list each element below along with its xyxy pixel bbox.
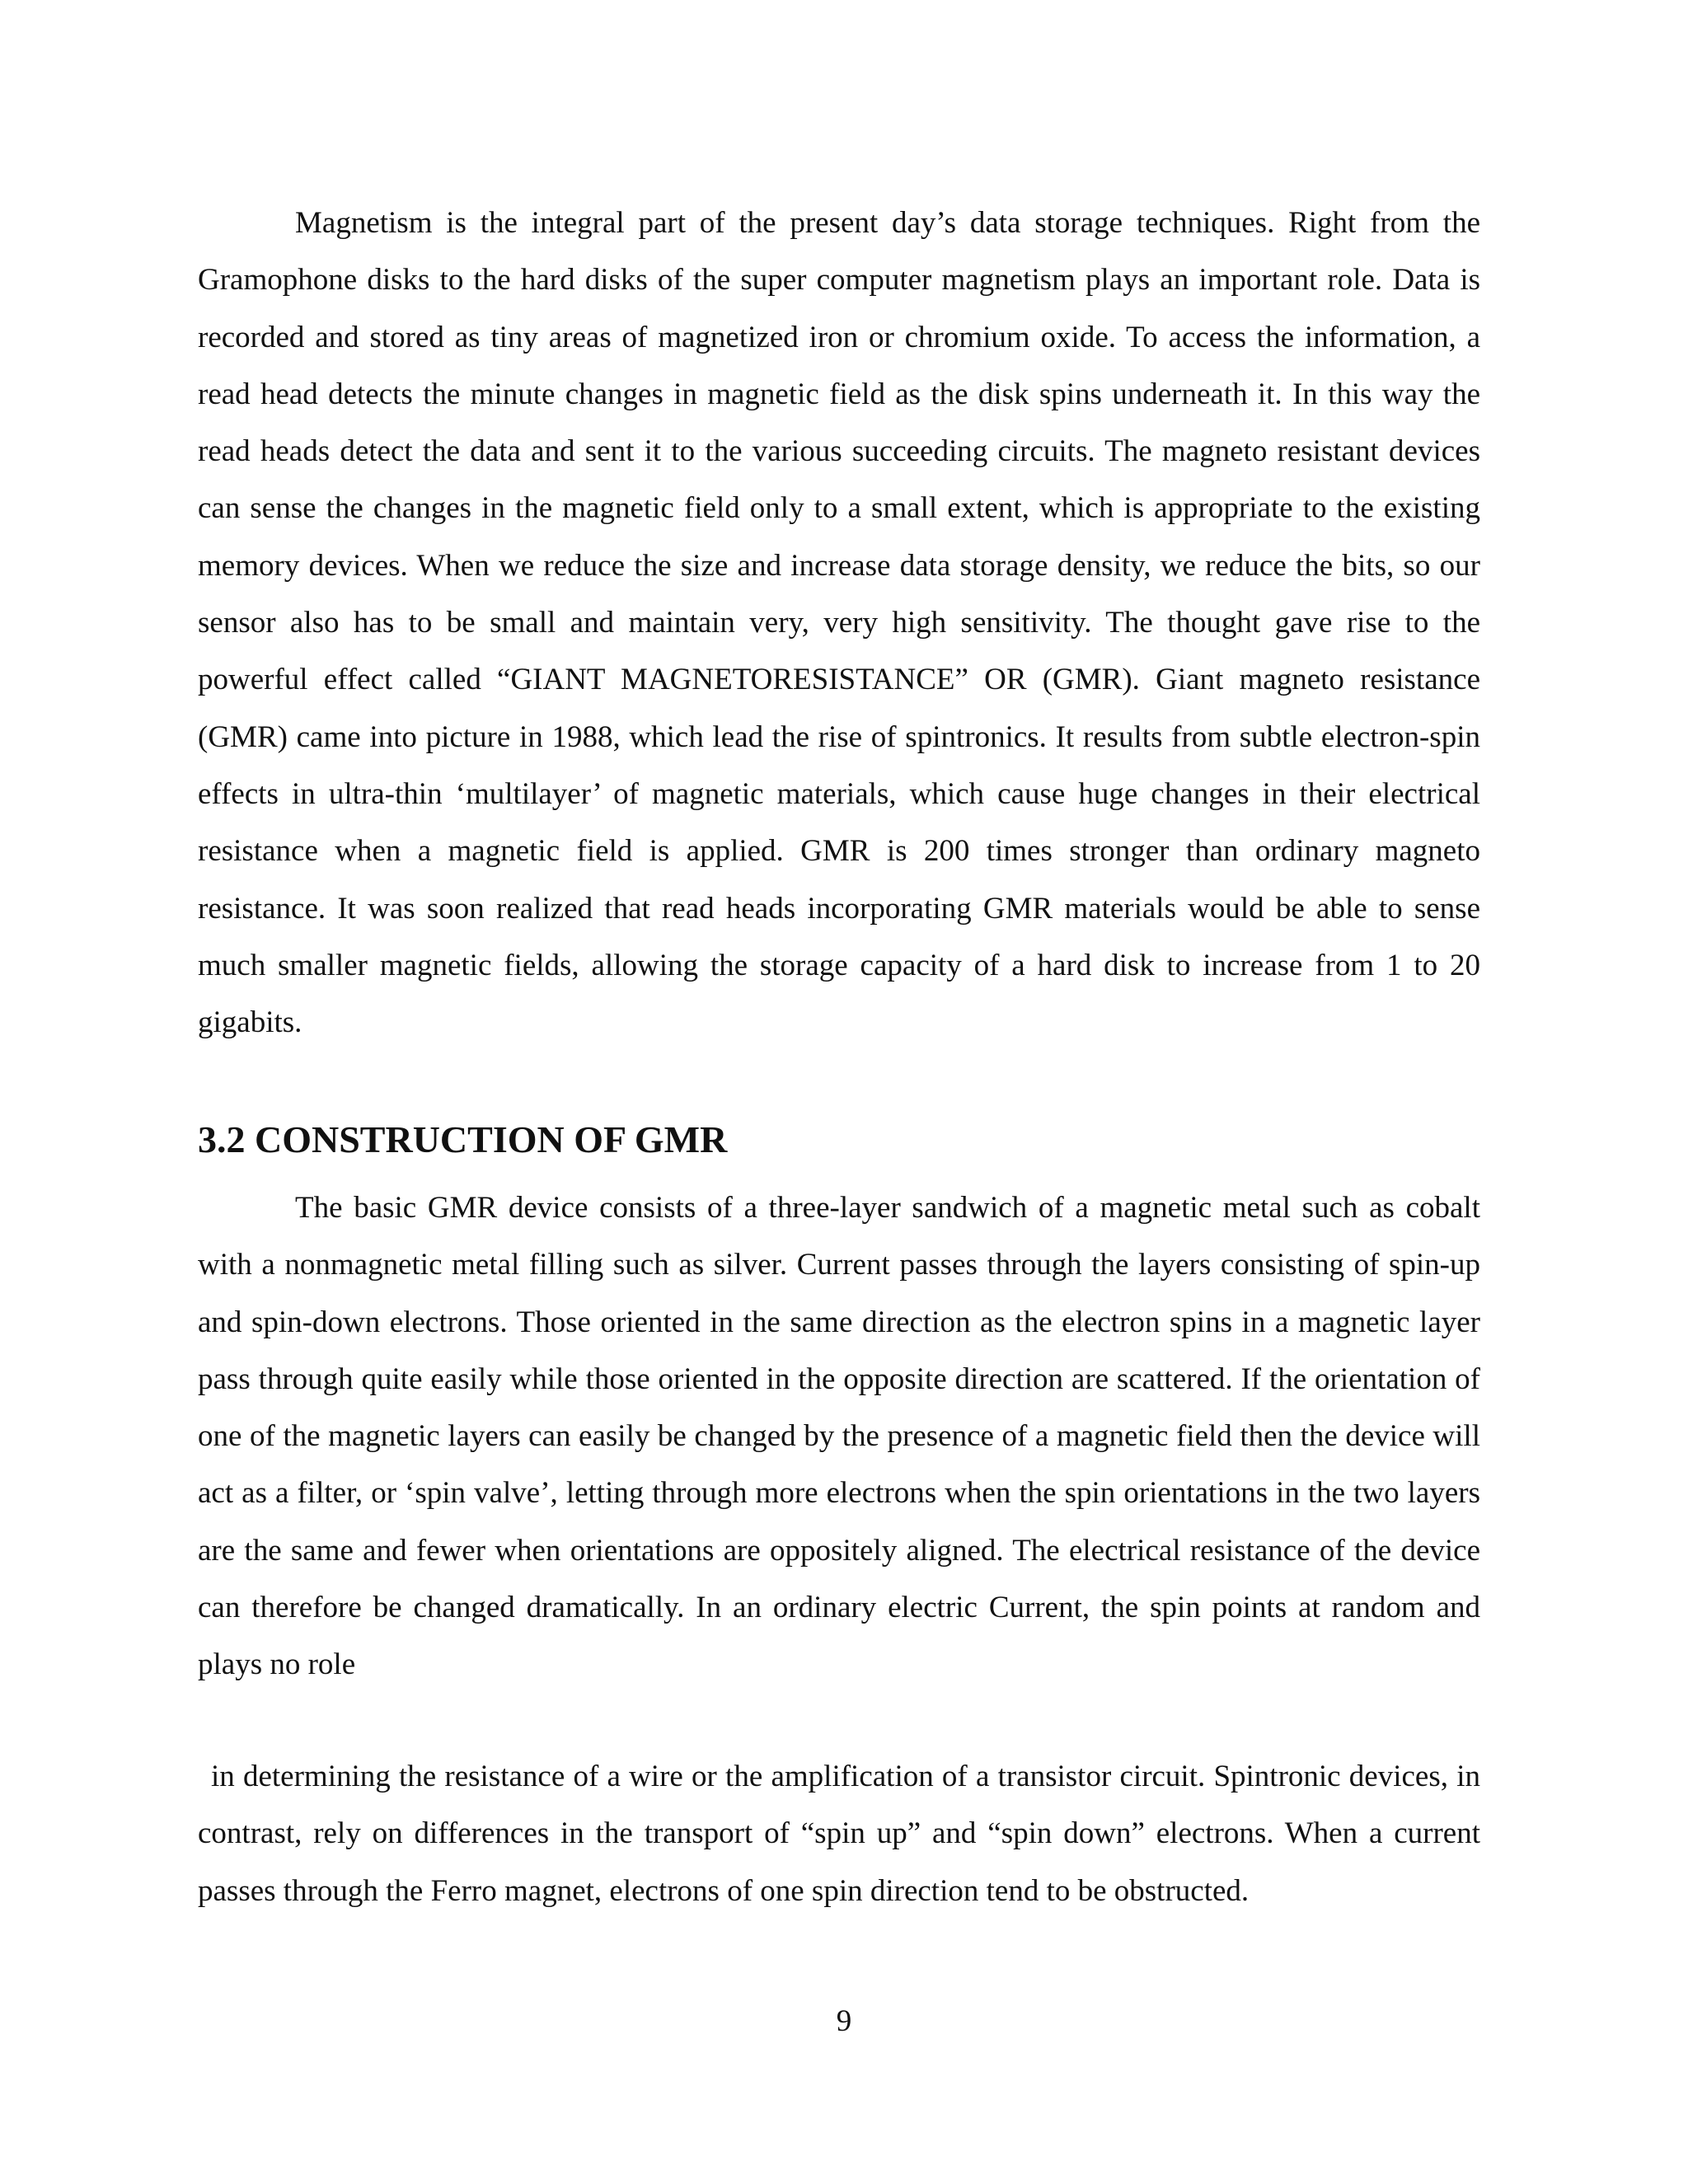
construction-paragraph: The basic GMR device consists of a three-layer sandwich of a magnetic metal such as cobalt with a nonmagnetic metal filling such as silver. Current passes through the layers consisting of spin-up and spin-down electrons. Those oriented in the same direction as the electron spins in a magnetic layer pass through quite easily while those oriented in the opposite direction are scattered. If the orientation of one of the magnetic layers can easily be changed by the presence of a magnetic field then the device will act as a filter, or ‘spin valve’, letting through more electrons when the spin orientations in the two layers are the same and fewer when orientations are oppositely aligned. The electrical resistance of the device can therefore be changed dramatically. In an ordinary electric Current, the spin points at random and plays no role [198, 1191, 1480, 1682]
intro-paragraph: Magnetism is the integral part of the present day’s data storage techniques. Right from the Gramophone disks to the hard disks of the super computer magnetism plays an important role. Data is recorded and stored as tiny areas of magnetized iron or chromium oxide. To access the information, a read head detects the minute changes in magnetic field as the disk spins underneath it. In this way the read heads detect the data and sent it to the various succeeding circuits. The magneto resistant devices can sense the changes in the magnetic field only to a small extent, which is appropriate to the existing memory devices. When we reduce the size and increase data storage density, we reduce the bits, so our sensor also has to be small and maintain very, very high sensitivity. The thought gave rise to the powerful effect called “GIANT MAGNETORESISTANCE” OR (GMR). Giant magneto resistance (GMR) came into picture in 1988, which lead the rise of spintronics. It results from subtle electron-spin effects in ultra-thin ‘multilayer’ of magnetic materials, which cause huge changes in their electrical resistance when a magnetic field is applied. GMR is 200 times stronger than ordinary magneto resistance. It was soon realized that read heads incorporating GMR materials would be able to sense much smaller magnetic fields, allowing the storage capacity of a hard disk to increase from 1 to 20 gigabits. [198, 206, 1480, 1040]
page-number: 9 [836, 2004, 852, 2038]
continuation-paragraph: in determining the resistance of a wire or the amplification of a transistor circuit. Spintronic devices, in contrast, rely on differences in the transport of “spin up” and “spin down” electrons. When a current passes through the Ferro magnet, electrons of one spin direction tend to be obstructed. [198, 1760, 1480, 1908]
section-heading: 3.2 CONSTRUCTION OF GMR [198, 1118, 728, 1160]
